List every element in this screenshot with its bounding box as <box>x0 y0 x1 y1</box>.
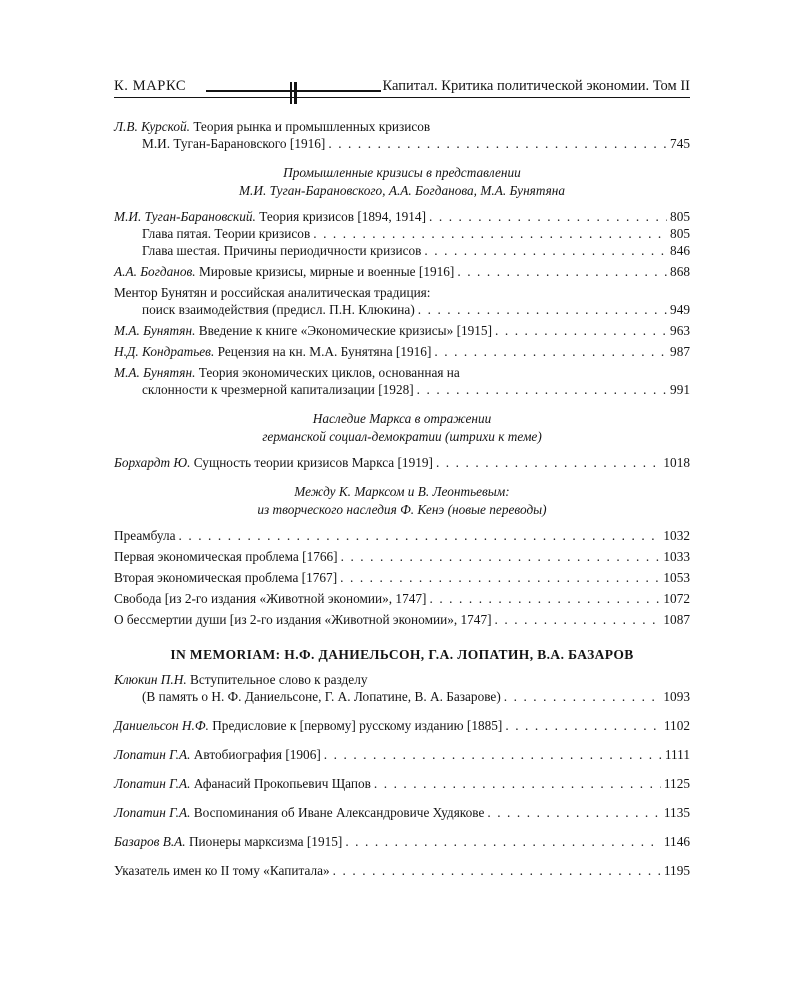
toc-page-number: 745 <box>670 136 690 151</box>
toc-entry <box>114 208 690 259</box>
header-double-bar-ornament <box>290 82 298 104</box>
toc-title: Предисловие к [первому] русскому изданию [1885] <box>212 718 503 733</box>
section-heading: Промышленные кризисы в представлении М.И. Туган-Барановского, А.А. Богданова, М.А. Бунятяна <box>238 165 566 198</box>
toc-entry <box>114 671 690 705</box>
toc-page-number: 868 <box>670 264 690 279</box>
toc-page-number: 1032 <box>663 528 690 543</box>
toc-entry <box>114 322 690 339</box>
toc-title: Воспоминания об Иване Александровиче Худякове <box>193 805 485 820</box>
toc-entry <box>114 284 690 318</box>
toc-entry <box>114 527 690 544</box>
toc-title: О бессмертии души [из 2-го издания «Животной экономии», 1747] <box>114 612 492 627</box>
toc-page-number: 987 <box>670 344 690 359</box>
toc-page-number: 991 <box>670 382 690 397</box>
toc-page-number: 1111 <box>664 747 690 762</box>
toc-title-cont: М.И. Туган-Барановского [1916] <box>142 136 326 151</box>
toc-title: Автобиография [1906] <box>193 747 321 762</box>
toc-entry <box>114 862 690 879</box>
memoriam-heading: IN MEMORIAM: Н.Ф. ДАНИЕЛЬСОН, Г.А. ЛОПАТИН, В.А. БАЗАРОВ <box>170 647 634 662</box>
toc-page-number: 949 <box>670 302 690 317</box>
toc-title: Пионеры марксизма [1915] <box>188 834 343 849</box>
toc-title: Свобода [из 2-го издания «Животной экономии», 1747] <box>114 591 427 606</box>
toc-page-number: 1033 <box>663 549 690 564</box>
toc-entry <box>114 548 690 565</box>
toc-page-number: 1087 <box>663 612 690 627</box>
toc-author: Лопатин Г.А. <box>114 747 191 762</box>
toc-page-number: 846 <box>670 243 690 258</box>
leader-dots <box>328 135 667 152</box>
header-book-title: Капитал. Критика политической экономии. Том II <box>382 78 690 94</box>
header-rule <box>114 97 690 98</box>
toc-author: Лопатин Г.А. <box>114 776 191 791</box>
toc-author: М.А. Бунятян. <box>114 323 196 338</box>
table-of-contents <box>114 118 690 879</box>
toc-entry <box>114 569 690 586</box>
toc-title: Вторая экономическая проблема [1767] <box>114 570 338 585</box>
toc-author: А.А. Богданов. <box>114 264 196 279</box>
toc-page-number: 1146 <box>663 834 690 849</box>
toc-title-cont: поиск взаимодействия (предисл. П.Н. Клюкина) <box>142 302 415 317</box>
toc-entry <box>114 590 690 607</box>
toc-author: М.И. Туган-Барановский. <box>114 209 256 224</box>
toc-author: Клюкин П.Н. <box>114 672 187 687</box>
toc-title: Рецензия на кн. М.А. Бунятяна [1916] <box>217 344 432 359</box>
toc-author: Н.Д. Кондратьев. <box>114 344 215 359</box>
toc-title: Теория рынка и промышленных кризисов <box>193 119 431 134</box>
toc-title: Ментор Бунятян и российская аналитическая традиция: <box>114 285 431 300</box>
toc-subtitle: Глава шестая. Причины периодичности кризисов <box>142 243 422 258</box>
toc-author: Даниельсон Н.Ф. <box>114 718 209 733</box>
toc-title: Афанасий Прокопьевич Щапов <box>193 776 371 791</box>
toc-entry <box>114 118 690 152</box>
toc-entry <box>114 717 690 734</box>
toc-author: Л.В. Курской. <box>114 119 190 134</box>
running-header <box>114 78 690 100</box>
toc-title: Теория экономических циклов, основанная на <box>198 365 460 380</box>
toc-author: Борхардт Ю. <box>114 455 191 470</box>
toc-title: Преамбула <box>114 528 176 543</box>
section-heading: Наследие Маркса в отражении германской социал-демократии (штрихи к теме) <box>262 411 542 444</box>
section-heading: Между К. Марксом и В. Леонтьевым: из творческого наследия Ф. Кенэ (новые переводы) <box>257 484 547 517</box>
toc-title-cont: (В память о Н. Ф. Даниельсоне, Г. А. Лопатине, В. А. Базарове) <box>142 689 501 704</box>
toc-entry <box>114 364 690 398</box>
toc-title: Мировые кризисы, мирные и военные [1916] <box>198 264 455 279</box>
toc-page-number: 1135 <box>663 805 690 820</box>
toc-page-number: 1102 <box>663 718 690 733</box>
toc-page-number: 1053 <box>663 570 690 585</box>
toc-page-number: 963 <box>670 323 690 338</box>
toc-title: Теория кризисов [1894, 1914] <box>259 209 427 224</box>
toc-page-number: 1125 <box>663 776 690 791</box>
toc-title: Первая экономическая проблема [1766] <box>114 549 338 564</box>
toc-page-number: 1195 <box>663 863 690 878</box>
toc-title: Указатель имен ко II тому «Капитала» <box>114 863 330 878</box>
toc-entry <box>114 833 690 850</box>
toc-page-number: 805 <box>670 209 690 224</box>
toc-title-cont: склонности к чрезмерной капитализации [1928] <box>142 382 414 397</box>
toc-author: Лопатин Г.А. <box>114 805 191 820</box>
toc-author: Базаров В.А. <box>114 834 186 849</box>
toc-author: М.А. Бунятян. <box>114 365 196 380</box>
toc-page-number: 1018 <box>663 455 690 470</box>
toc-entry <box>114 343 690 360</box>
toc-subtitle: Глава пятая. Теории кризисов <box>142 226 311 241</box>
toc-page-number: 1072 <box>663 591 690 606</box>
toc-title: Введение к книге «Экономические кризисы» [1915] <box>198 323 493 338</box>
toc-page-number: 1093 <box>663 689 690 704</box>
toc-entry <box>114 746 690 763</box>
toc-page <box>114 78 690 883</box>
toc-entry <box>114 775 690 792</box>
toc-entry <box>114 804 690 821</box>
toc-entry <box>114 454 690 471</box>
toc-title: Вступительное слово к разделу <box>189 672 368 687</box>
header-author: К. МАРКС <box>114 78 187 94</box>
toc-entry <box>114 263 690 280</box>
toc-page-number: 805 <box>670 226 690 241</box>
toc-entry <box>114 611 690 628</box>
toc-title: Сущность теории кризисов Маркса [1919] <box>193 455 433 470</box>
